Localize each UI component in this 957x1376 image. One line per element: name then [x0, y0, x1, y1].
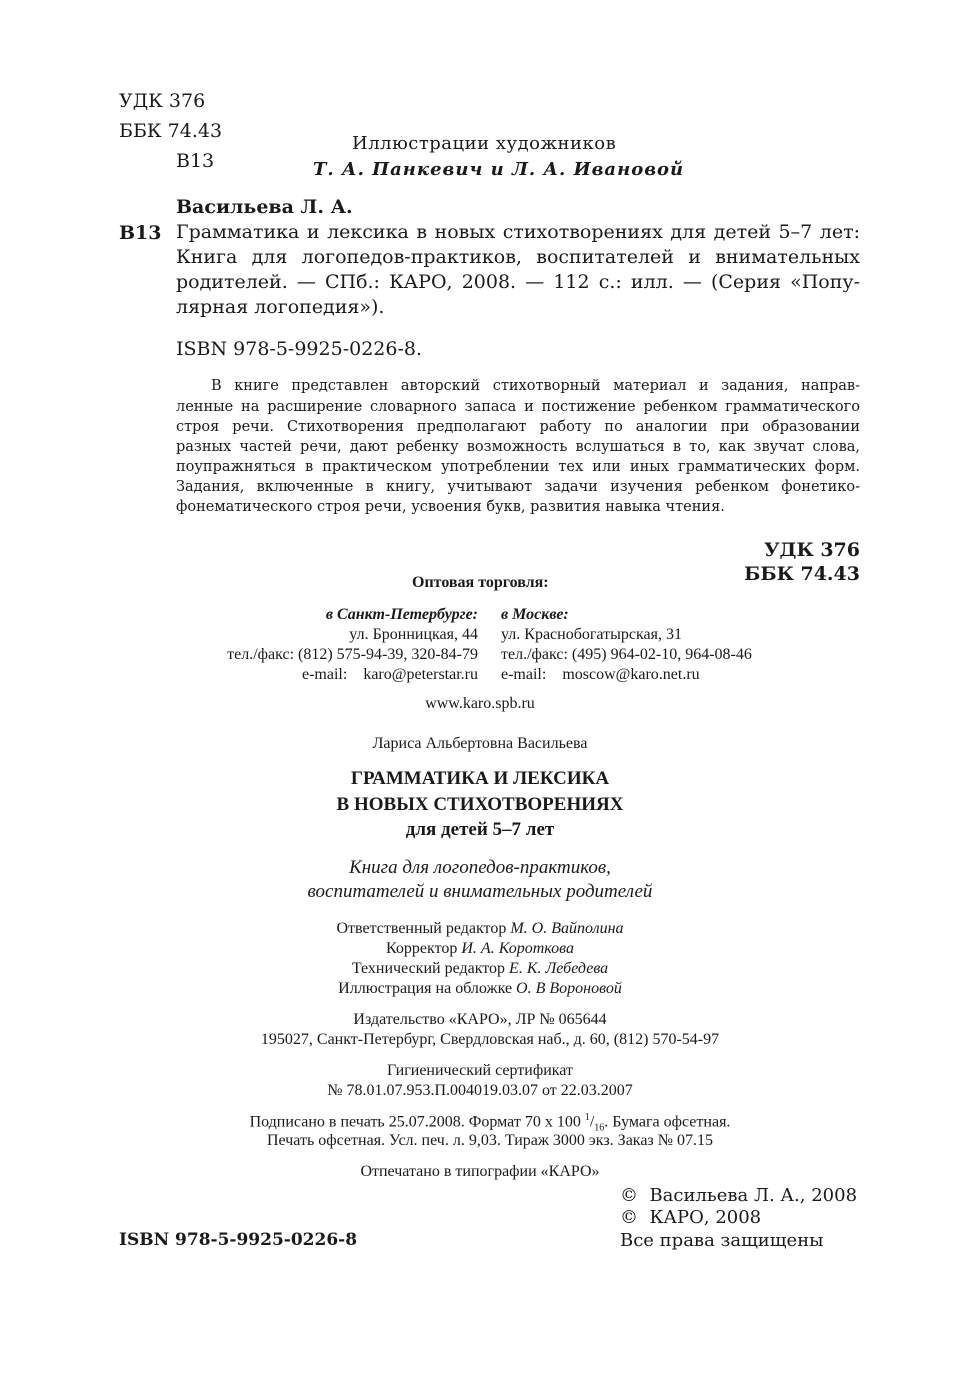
publisher-address: 195027, Санкт-Петербург, Свердловская наб., д. 60, (812) 570-54-97 [260, 1031, 720, 1048]
annotation-line-4: разных частей речи, дают ребенку возможность вслушаться в то, как звучат слова, [176, 439, 860, 455]
illustrators-label: Иллюстрации художников [352, 133, 617, 154]
annotation-line-3: строя речи. Стихотворения предполагают работу по аналогии при образовании [176, 419, 860, 435]
all-rights-reserved: Все права защищены [620, 1230, 824, 1251]
cover-illustrator-label: Иллюстрация на обложке [338, 980, 513, 997]
cover-illustrator-name: О. В Вороновой [516, 980, 622, 997]
isbn-line: ISBN 978-5-9925-0226-8. [176, 338, 423, 360]
udk-code-right: УДК 376 [764, 539, 860, 561]
annotation-line-7: фонематического строя речи, усвоения букв, развития навыка чтения. [176, 499, 725, 515]
cover-illustrator-line [190, 980, 770, 998]
tech-editor-name: Е. К. Лебедева [509, 960, 609, 977]
author-full-name: Лариса Альбертовна Васильева [372, 735, 588, 752]
book-title-line-1: ГРАММАТИКА И ЛЕКСИКА [350, 768, 610, 789]
msk-email: e-mail: moscow@karo.net.ru [501, 666, 700, 683]
tech-editor-label: Технический редактор [351, 960, 506, 977]
author-sign-top: В13 [176, 150, 215, 172]
certificate-line-2: № 78.01.07.953.П.004019.03.07 от 22.03.2007 [327, 1082, 633, 1099]
msk-phone: тел./факс: (495) 964-02-10, 964-08-46 [501, 646, 752, 663]
printed-at: Отпечатано в типографии «КАРО» [360, 1163, 600, 1180]
publisher-line: Издательство «КАРО», ЛР № 065644 [353, 1011, 607, 1028]
format-slash: / [589, 1113, 595, 1131]
bbk-code-right: ББК 74.43 [744, 563, 860, 585]
spb-address: ул. Бронницкая, 44 [349, 626, 478, 643]
editor-name: М. О. Вайполина [510, 920, 624, 937]
book-title-line-3: для детей 5–7 лет [405, 819, 555, 840]
udk-code-top: УДК 376 [119, 90, 206, 112]
print-line: Печать офсетная. Усл. печ. л. 9,03. Тираж 3000 экз. Заказ № 07.15 [266, 1132, 714, 1149]
illustrators-names: Т. А. Панкевич и Л. А. Ивановой [313, 159, 685, 180]
spb-email: e-mail: karo@peterstar.ru [302, 666, 478, 683]
spb-heading: в Санкт-Петербурге: [325, 606, 478, 623]
msk-address: ул. Краснобогатырская, 31 [501, 626, 682, 643]
record-code: В13 [119, 222, 162, 244]
book-title-line-2: В НОВЫХ СТИХОТВОРЕНИЯХ [336, 794, 624, 815]
annotation-line-2: ленные на расширение словарного запаса и постижение ребенком грамматического [176, 399, 860, 415]
corrector-label: Корректор [386, 940, 458, 957]
subtitle-line-1: Книга для логопедов-практиков, [349, 857, 611, 878]
editor-label: Ответственный редактор [336, 920, 507, 937]
signed-line [160, 1112, 820, 1134]
author-heading: Васильева Л. А. [176, 196, 353, 218]
copyright-publisher: © КАРО, 2008 [620, 1207, 762, 1228]
signed-text-end: . Бумага офсетная. [604, 1113, 731, 1131]
annotation-line-6: Задания, включенные в книгу, учитывают задачи изучения ребенком фонетико- [176, 479, 860, 495]
spb-phone: тел./факс: (812) 575-94-39, 320-84-79 [227, 646, 478, 663]
subtitle-line-2: воспитателей и внимательных родителей [307, 881, 653, 902]
record-line-4: лярная логопедия»). [176, 296, 385, 318]
annotation-line-5: поупражняться в практическом употреблении тех или иных грамматических форм. [176, 459, 860, 475]
editor-line [190, 920, 770, 938]
bbk-code-top: ББК 74.43 [119, 120, 223, 142]
format-numerator: 1 [584, 1112, 590, 1123]
format-denominator: 16 [594, 1122, 605, 1134]
certificate-line-1: Гигиенический сертификат [387, 1062, 573, 1079]
msk-heading: в Москве: [501, 606, 569, 623]
corrector-line [190, 940, 770, 958]
record-line-2: Книга для логопедов-практиков, воспитателей и внимательных [176, 246, 860, 268]
website-link[interactable]: www.karo.spb.ru [425, 695, 535, 712]
record-line-1: Грамматика и лексика в новых стихотворениях для детей 5–7 лет: [176, 221, 860, 243]
copyright-author: © Васильева Л. А., 2008 [620, 1185, 858, 1206]
tech-editor-line [190, 960, 770, 978]
record-line-3: родителей. — СПб.: КАРО, 2008. — 112 с.: илл. — (Серия «Попу- [176, 271, 860, 293]
wholesale-title: Оптовая торговля: [412, 574, 549, 591]
isbn-bottom: ISBN 978-5-9925-0226-8 [119, 1230, 358, 1250]
signed-text: Подписано в печать 25.07.2008. Формат 70 x 100 [249, 1113, 581, 1131]
corrector-name: И. А. Короткова [461, 940, 574, 957]
annotation-line-1: В книге представлен авторский стихотворный материал и задания, направ- [211, 378, 860, 394]
